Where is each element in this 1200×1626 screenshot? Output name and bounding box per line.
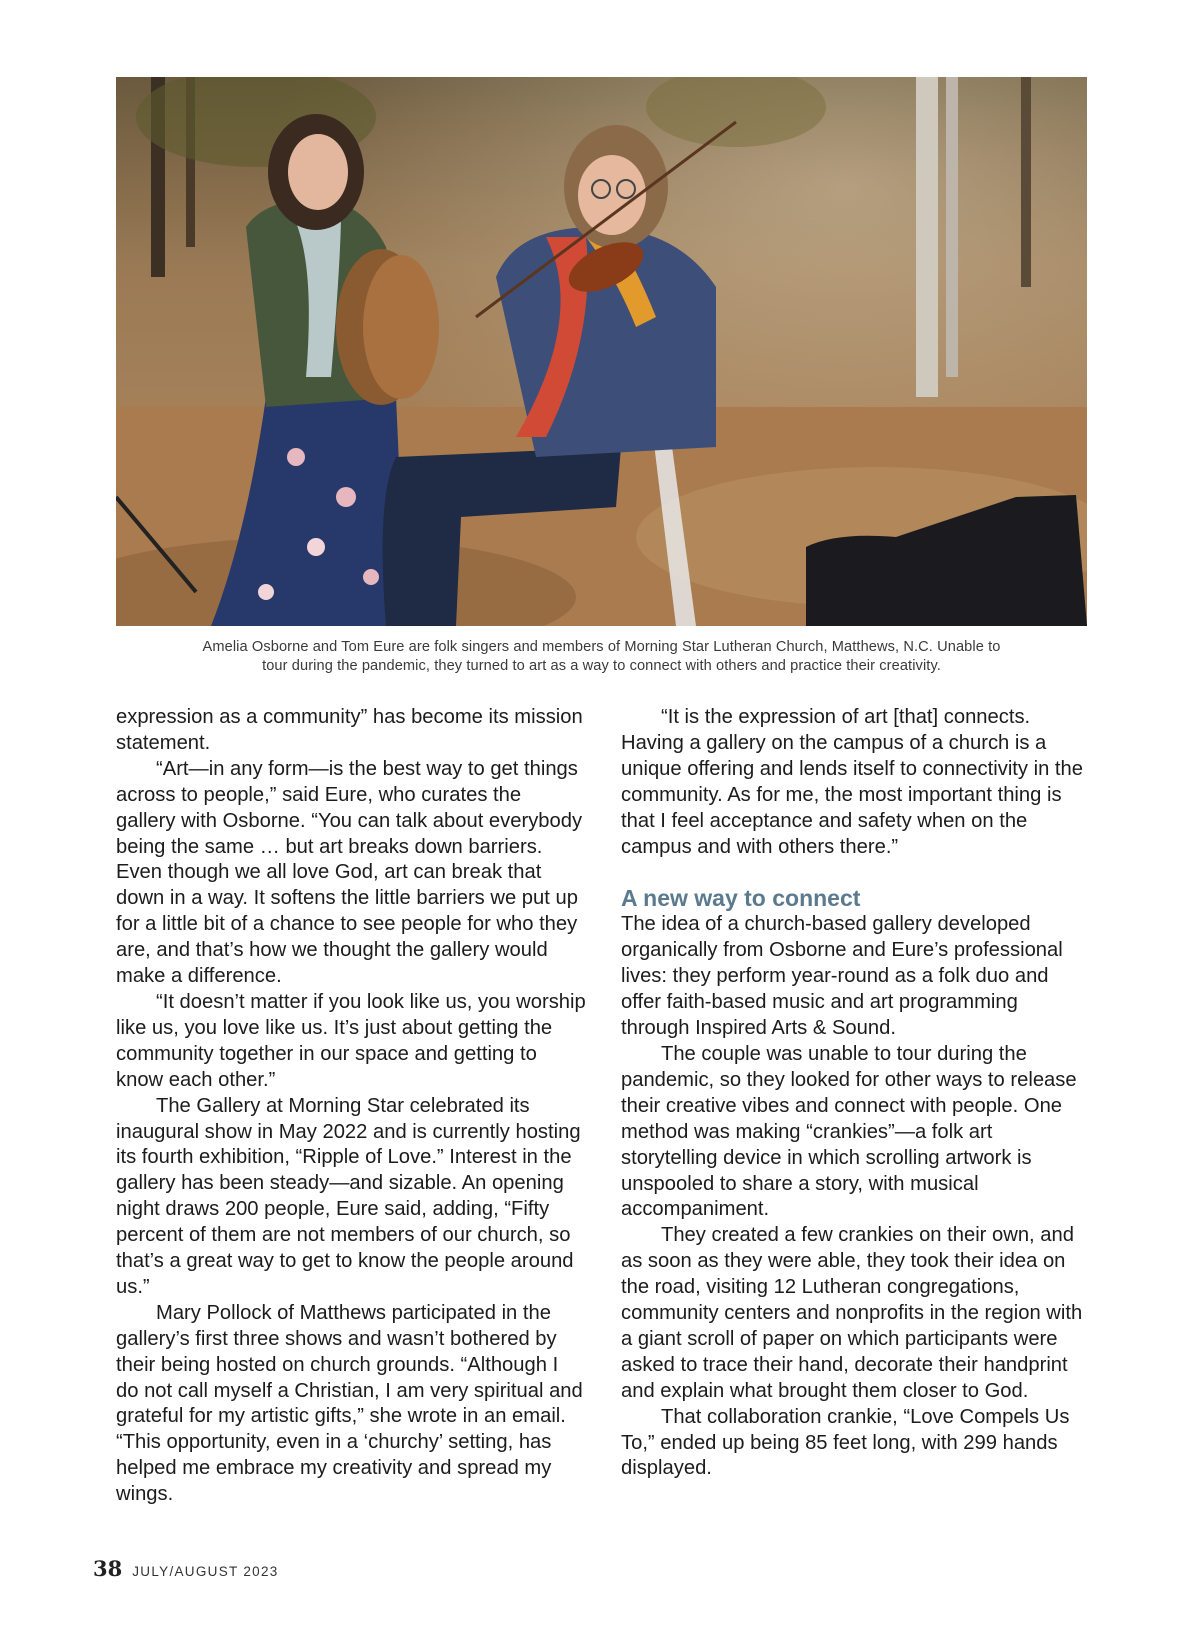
paragraph: Mary Pollock of Matthews participated in the gallery’s first three shows and wasn’t bothered by their being hosted on church grounds. “Although I do not call myself a Christian, I am very spiritual and grateful for my artistic gifts,” she wrote in an email. “This opportunity, even in a ‘churchy’ setting, has helped me embrace my creativity and spread my wings.: [116, 1301, 583, 1506]
section-subhead: A new way to connect: [621, 885, 861, 912]
paragraph: “It doesn’t matter if you look like us, you worship like us, you love like us. It’s just about getting the community together in our space and getting to know each other.”: [116, 990, 586, 1091]
caption-line-1: Amelia Osborne and Tom Eure are folk singers and members of Morning Star Lutheran Church, Matthews, N.C. Unable to: [202, 639, 1001, 655]
paragraph: That collaboration crankie, “Love Compels Us To,” ended up being 85 feet long, with 299 hands displayed.: [621, 1405, 1070, 1480]
right-column: [621, 705, 1091, 1482]
paragraph: They created a few crankies on their own, and as soon as they were able, they took their idea on the road, visiting 12 Lutheran congregations, community centers and nonprofits in the region with a giant scroll of paper on which participants were asked to trace their hand, decorate their handprint and explain what brought them closer to God.: [621, 1224, 1083, 1402]
article-photo: [116, 77, 1087, 626]
photo-caption: [130, 638, 1073, 676]
paragraph: The idea of a church-based gallery developed organically from Osborne and Eure’s professional lives: they perform year-round as a folk duo and offer faith-based music and art programming through Inspired Arts & Sound.: [621, 913, 1063, 1040]
paragraph: expression as a community” has become its mission statement.: [116, 706, 583, 754]
paragraph: “Art—in any form—is the best way to get things across to people,” said Eure, who curates the gallery with Osborne. “You can talk about everybody being the same … but art breaks down barriers. Even though we all love God, art can break that down in a way. It softens the little barriers we put up for a little bit of a chance to see people for who they are, and that’s how we thought the gallery would make a difference.: [116, 757, 583, 988]
page-footer: [93, 1556, 279, 1581]
caption-line-2: tour during the pandemic, they turned to art as a way to connect with others and practice their creativity.: [262, 658, 941, 674]
page-number: 38: [93, 1556, 123, 1581]
issue-date: JULY/AUGUST 2023: [132, 1564, 279, 1579]
paragraph: The couple was unable to tour during the pandemic, so they looked for other ways to release their creative vibes and connect with people. One method was making “crankies”—a folk art storytelling device in which scrolling artwork is unspooled to share a story, with musical accompaniment.: [621, 1042, 1077, 1221]
left-column: [116, 705, 586, 1508]
quote-paragraph: “It is the expression of art [that] connects. Having a gallery on the campus of a church is a unique offering and lends itself to connectivity in the community. As for me, the most important thing is that I feel acceptance and safety when on the campus and with others there.”: [621, 706, 1083, 858]
musicians-photo-illustration: [116, 77, 1087, 626]
paragraph: The Gallery at Morning Star celebrated its inaugural show in May 2022 and is currently hosting its fourth exhibition, “Ripple of Love.” Interest in the gallery has been steady—and sizable. An opening night draws 200 people, Eure said, adding, “Fifty percent of them are not members of our church, so that’s a great way to get to know the people around us.”: [116, 1094, 581, 1298]
